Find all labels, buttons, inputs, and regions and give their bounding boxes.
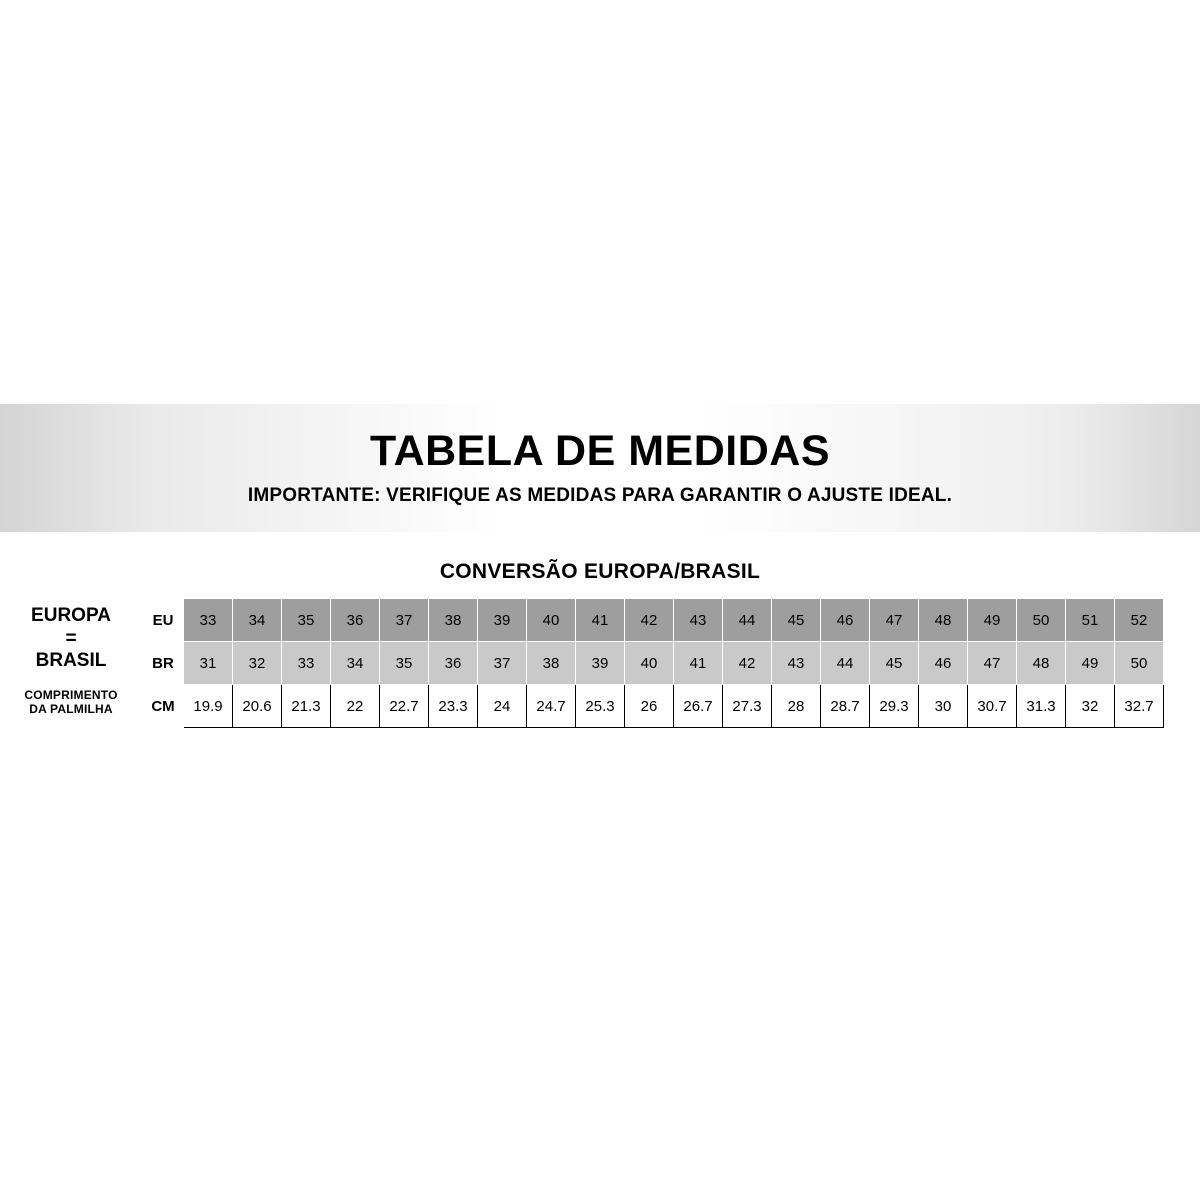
cell-br-6: 37	[478, 642, 527, 685]
cell-eu-11: 44	[723, 599, 772, 642]
cell-eu-0: 33	[184, 599, 233, 642]
cell-eu-7: 40	[527, 599, 576, 642]
side-label-cm-line2: DA PALMILHA	[29, 702, 113, 716]
cell-cm-7: 24.7	[527, 685, 576, 728]
chart-content	[0, 532, 1200, 782]
cell-eu-9: 42	[625, 599, 674, 642]
cell-br-8: 39	[576, 642, 625, 685]
cell-cm-8: 25.3	[576, 685, 625, 728]
cell-eu-6: 39	[478, 599, 527, 642]
cell-cm-17: 31.3	[1017, 685, 1066, 728]
cell-cm-11: 27.3	[723, 685, 772, 728]
row-header-br: BR	[143, 642, 184, 685]
cell-cm-0: 19.9	[184, 685, 233, 728]
cell-br-1: 32	[233, 642, 282, 685]
cell-br-3: 34	[331, 642, 380, 685]
cell-br-10: 41	[674, 642, 723, 685]
cell-cm-9: 26	[625, 685, 674, 728]
header-band	[0, 404, 1200, 532]
table-caption: CONVERSÃO EUROPA/BRASIL	[439, 560, 761, 583]
size-conversion-table	[142, 598, 1164, 728]
cell-cm-14: 29.3	[870, 685, 919, 728]
cell-eu-3: 36	[331, 599, 380, 642]
side-label-cm-line1: COMPRIMENTO	[24, 687, 118, 702]
cell-br-7: 38	[527, 642, 576, 685]
cell-br-2: 33	[282, 642, 331, 685]
cell-cm-1: 20.6	[233, 685, 282, 728]
side-label-line1: EUROPA	[31, 605, 111, 627]
cell-cm-2: 21.3	[282, 685, 331, 728]
cell-br-4: 35	[380, 642, 429, 685]
cell-br-0: 31	[184, 642, 233, 685]
table-row	[143, 685, 1164, 728]
cell-cm-12: 28	[772, 685, 821, 728]
cell-br-14: 45	[870, 642, 919, 685]
cell-eu-16: 49	[968, 599, 1017, 642]
cell-cm-6: 24	[478, 685, 527, 728]
cell-br-15: 46	[919, 642, 968, 685]
cell-br-12: 43	[772, 642, 821, 685]
cell-br-5: 36	[429, 642, 478, 685]
side-label-line2: =	[65, 627, 77, 649]
row-header-cm: CM	[143, 685, 184, 728]
cell-br-9: 40	[625, 642, 674, 685]
table-row	[143, 642, 1164, 685]
cell-br-16: 47	[968, 642, 1017, 685]
cell-eu-5: 38	[429, 599, 478, 642]
cell-eu-19: 52	[1115, 599, 1164, 642]
cell-eu-14: 47	[870, 599, 919, 642]
cell-br-11: 42	[723, 642, 772, 685]
cell-cm-15: 30	[919, 685, 968, 728]
cell-cm-4: 22.7	[380, 685, 429, 728]
cell-cm-3: 22	[331, 685, 380, 728]
cell-eu-13: 46	[821, 599, 870, 642]
page-title: TABELA DE MEDIDAS	[370, 427, 830, 476]
table-row	[143, 599, 1164, 642]
cell-cm-10: 26.7	[674, 685, 723, 728]
row-header-eu: EU	[143, 599, 184, 642]
cell-cm-18: 32	[1066, 685, 1115, 728]
side-label-europa-brasil	[0, 598, 142, 680]
cell-eu-18: 51	[1066, 599, 1115, 642]
cell-eu-10: 43	[674, 599, 723, 642]
cell-cm-13: 28.7	[821, 685, 870, 728]
cell-eu-8: 41	[576, 599, 625, 642]
cell-cm-5: 23.3	[429, 685, 478, 728]
side-labels	[0, 598, 142, 722]
cell-eu-1: 34	[233, 599, 282, 642]
cell-eu-17: 50	[1017, 599, 1066, 642]
cell-eu-12: 45	[772, 599, 821, 642]
page-subtitle: IMPORTANTE: VERIFIQUE AS MEDIDAS PARA GARANTIR O AJUSTE IDEAL.	[247, 484, 953, 506]
cell-eu-4: 37	[380, 599, 429, 642]
cell-br-17: 48	[1017, 642, 1066, 685]
cell-br-13: 44	[821, 642, 870, 685]
size-table-wrapper	[142, 598, 1164, 728]
cell-cm-19: 32.7	[1115, 685, 1164, 728]
cell-cm-16: 30.7	[968, 685, 1017, 728]
side-label-comprimento-palmilha	[0, 682, 142, 722]
cell-br-19: 50	[1115, 642, 1164, 685]
cell-br-18: 49	[1066, 642, 1115, 685]
side-label-line3: BRASIL	[35, 650, 107, 672]
cell-eu-2: 35	[282, 599, 331, 642]
cell-eu-15: 48	[919, 599, 968, 642]
